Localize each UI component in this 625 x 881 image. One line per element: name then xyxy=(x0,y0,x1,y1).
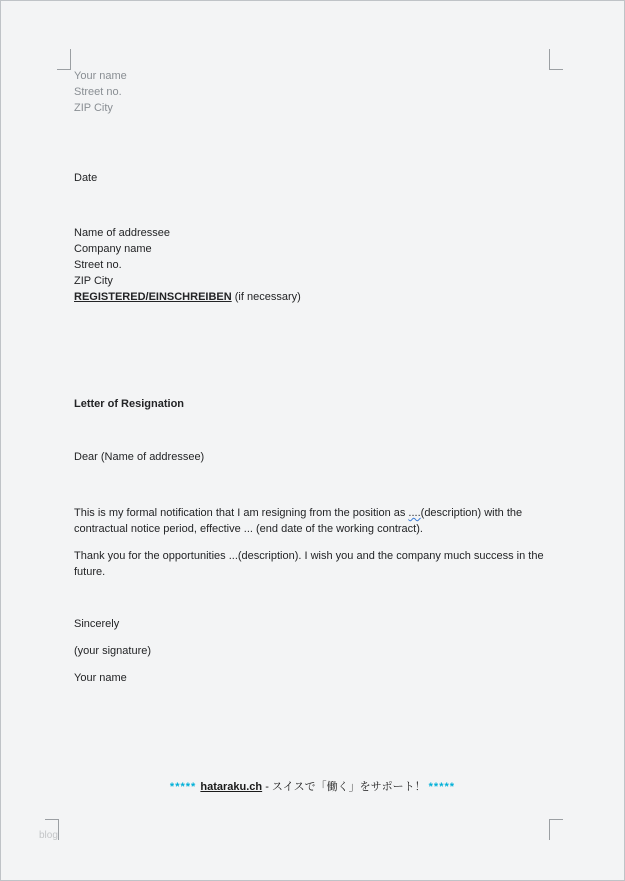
body-paragraph-2: Thank you for the opportunities ...(description). I wish you and the company much success in the future. xyxy=(74,550,544,578)
recipient-zip-city: ZIP City xyxy=(74,275,113,287)
closing-name: Your name xyxy=(74,672,127,684)
crop-mark-bottom-right xyxy=(549,819,563,840)
sender-name: Your name xyxy=(74,70,127,82)
footer-tagline: - スイスで「働く」をサポート！ xyxy=(262,781,429,793)
recipient-company: Company name xyxy=(74,243,152,255)
sender-street: Street no. xyxy=(74,86,122,98)
sender-zip-city: ZIP City xyxy=(74,102,113,114)
recipient-block xyxy=(74,225,301,305)
recipient-name: Name of addressee xyxy=(74,227,170,239)
closing-signature: (your signature) xyxy=(74,645,152,657)
sender-block xyxy=(74,68,127,116)
p1-text-before: This is my formal notification that I am resigning from the position as xyxy=(74,507,409,519)
footer-stars-right: ***** xyxy=(428,781,456,793)
body-paragraph-1 xyxy=(74,505,558,537)
crop-mark-top-right xyxy=(549,49,563,70)
p1-text-after: (description) with the contractual notice period, effective ... (end date of the working contract). xyxy=(74,507,523,535)
subject-line: Letter of Resignation xyxy=(74,398,185,410)
blog-watermark: blog xyxy=(39,830,58,841)
registered-label: REGISTERED/EINSCHREIBEN xyxy=(74,291,232,303)
date-line: Date xyxy=(74,172,98,184)
registered-line xyxy=(74,289,301,305)
closing-sincerely: Sincerely xyxy=(74,618,120,630)
p1-placeholder-dots: .... xyxy=(408,507,421,519)
recipient-street: Street no. xyxy=(74,259,122,271)
footer-site-link[interactable]: hataraku.ch xyxy=(200,781,263,793)
footer-line xyxy=(1,778,624,794)
crop-mark-top-left xyxy=(57,49,71,70)
registered-note: (if necessary) xyxy=(231,291,301,303)
footer-stars-left: ***** xyxy=(169,781,201,793)
salutation-line: Dear (Name of addressee) xyxy=(74,451,205,463)
